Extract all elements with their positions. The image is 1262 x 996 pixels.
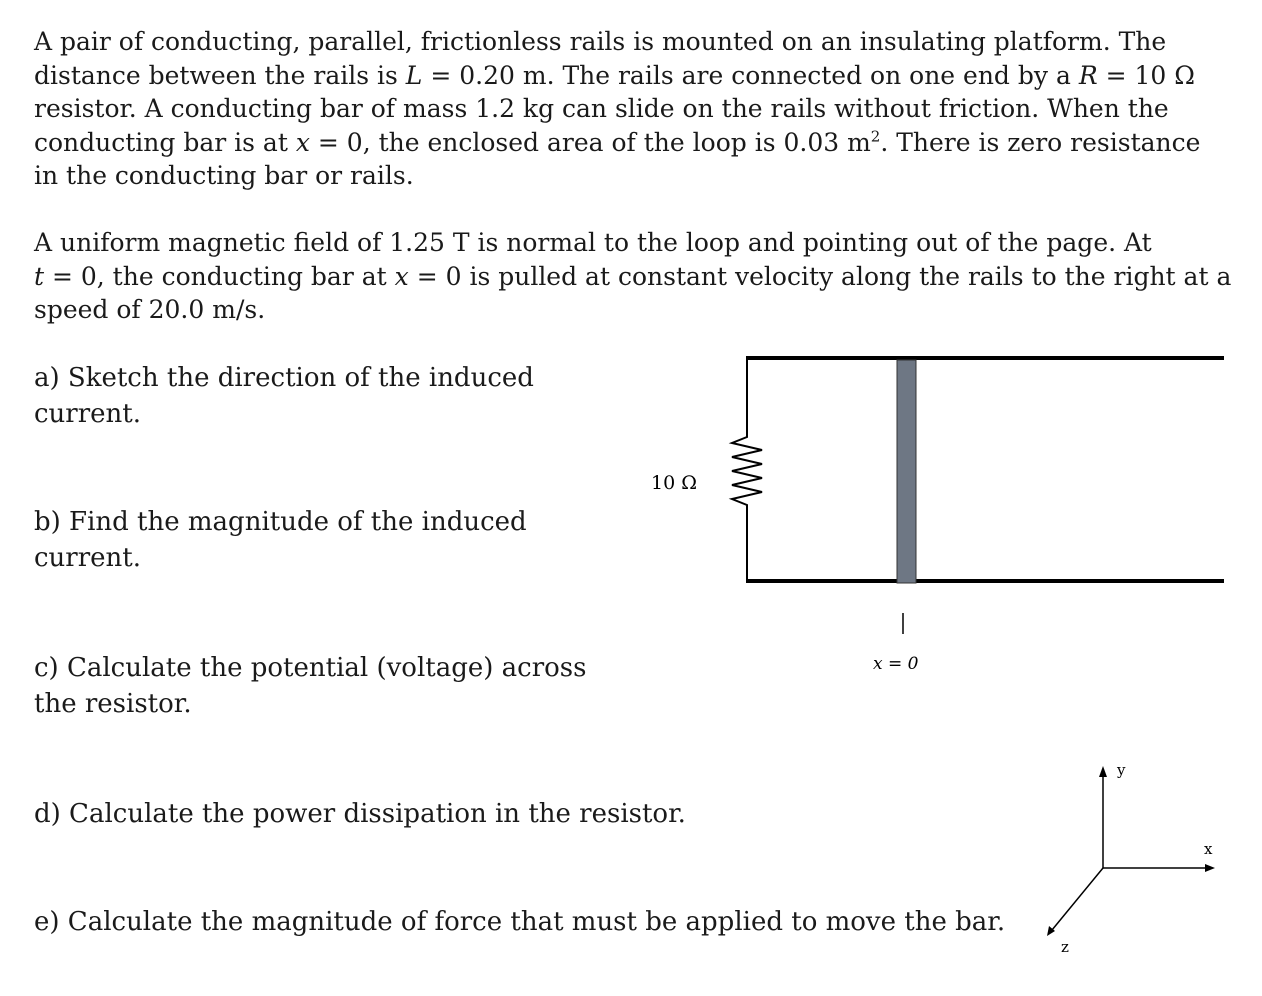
question-a: a) Sketch the direction of the induced current.	[34, 363, 534, 429]
question-b: b) Find the magnitude of the induced current.	[34, 507, 527, 573]
position-label: x = 0	[873, 654, 919, 674]
para1-line4: conducting bar is at x = 0, the enclosed area of the loop is 0.03 $m^2$. There is zero resistance	[34, 127, 1201, 157]
para1-line1: A pair of conducting, parallel, frictionless rails is mounted on an insulating platform. The	[34, 27, 1167, 56]
x-axis-arrow	[1205, 864, 1215, 872]
question-c: c) Calculate the potential (voltage) across the resistor.	[34, 653, 587, 719]
para2-line1: A uniform magnetic field of 1.25 T is normal to the loop and pointing out of the page. At	[34, 228, 1152, 257]
para2-line3: speed of 20.0 m/s.	[34, 295, 266, 324]
question-d: d) Calculate the power dissipation in the resistor.	[34, 799, 686, 829]
y-axis-label: y	[1117, 761, 1126, 779]
x-axis-label: x	[1204, 840, 1213, 858]
para1-line2: distance between the rails is L = 0.20 m. The rails are connected on one end by a R = 10 Ω	[34, 60, 1195, 90]
para1-line3: resistor. A conducting bar of mass 1.2 kg can slide on the rails without friction. When the	[34, 94, 1169, 123]
z-axis	[1052, 868, 1103, 930]
resistor	[732, 358, 762, 581]
question-e: e) Calculate the magnitude of force that must be applied to move the bar.	[34, 907, 1006, 937]
para2-line2: t = 0, the conducting bar at x = 0 is pulled at constant velocity along the rails to the right at a	[34, 261, 1232, 291]
z-axis-label: z	[1061, 938, 1069, 956]
y-axis-arrow	[1099, 766, 1107, 777]
conducting-bar	[897, 360, 916, 583]
para1-line5: in the conducting bar or rails.	[34, 161, 414, 190]
resistor-label: 10 Ω	[651, 472, 697, 494]
